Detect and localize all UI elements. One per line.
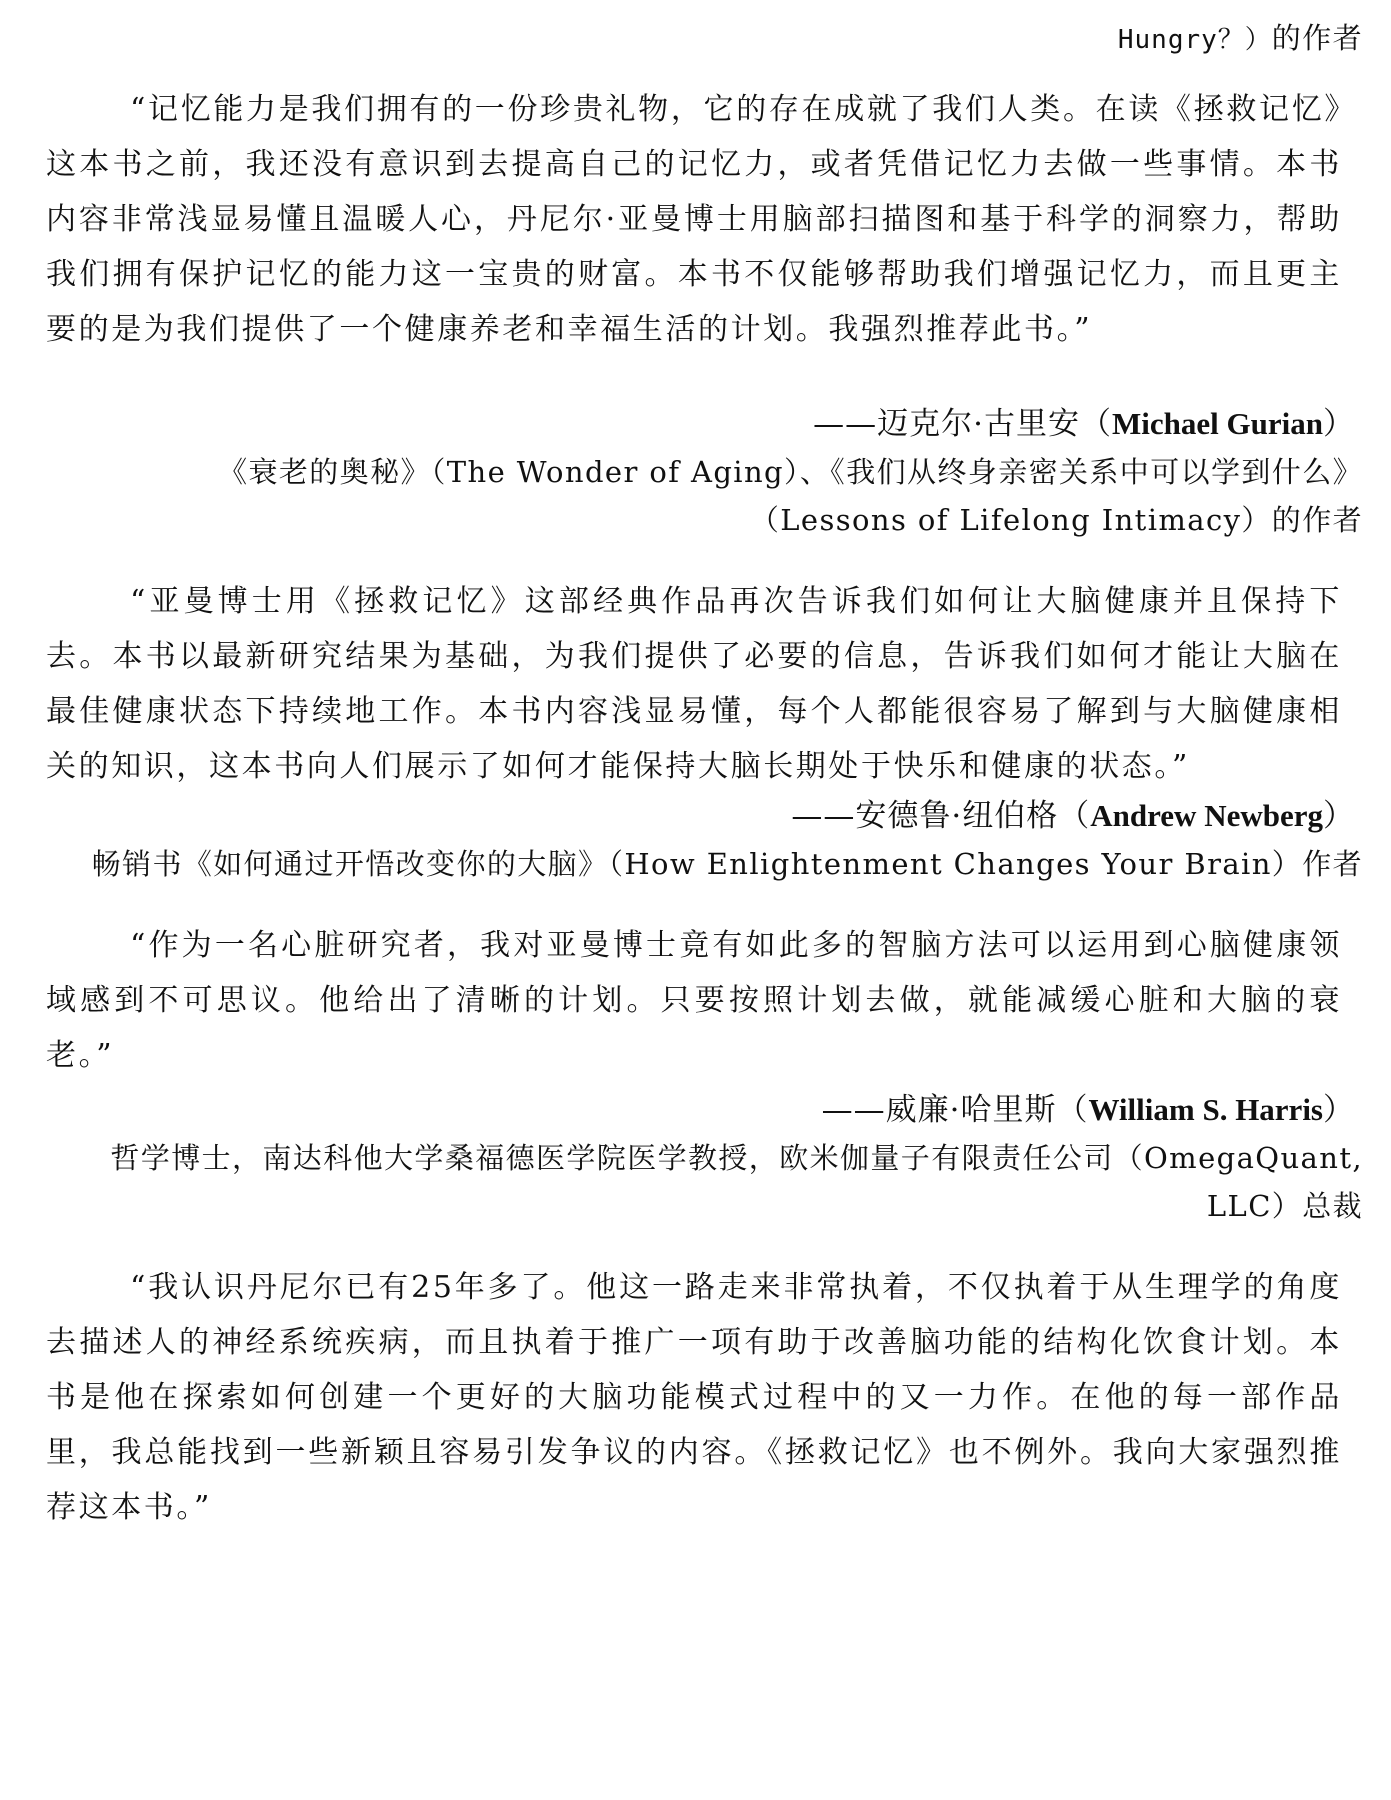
- attribution-close: ）: [1323, 1092, 1355, 1128]
- attribution-close: ）: [1323, 798, 1355, 834]
- attribution-close: ）: [1323, 406, 1355, 442]
- credential-line-continued: [1118, 18, 1363, 60]
- attribution-name-en: Andrew Newberg: [1090, 798, 1323, 833]
- credential-1-line-2: （Lessons of Lifelong Intimacy）的作者: [749, 503, 1363, 537]
- attribution-2: [791, 796, 1355, 836]
- endorsement-quote-1: “记忆能力是我们拥有的一份珍贵礼物，它的存在成就了我们人类。在读《拯救记忆》这本书之前，我还没有意识到去提高自己的记忆力，或者凭借记忆力去做一些事情。本书内容非常浅显易懂且温暖人心，丹尼尔·亚曼博士用脑部扫描图和基于科学的洞察力，帮助我们拥有保护记忆的能力这一宝贵的财富。本书不仅能够帮助我们增强记忆力，而且更主要的是为我们提供了一个健康养老和幸福生活的计划。我强烈推荐此书。”: [46, 92, 1342, 347]
- attribution-name-en: Michael Gurian: [1112, 406, 1323, 441]
- attribution-name-zh: ——迈克尔·古里安（: [813, 406, 1113, 442]
- attribution-1: [813, 404, 1355, 444]
- attribution-name-zh: ——威廉·哈里斯（: [821, 1092, 1089, 1128]
- attribution-name-zh: ——安德鲁·纽伯格（: [791, 798, 1091, 834]
- endorsement-quote-3: “作为一名心脏研究者，我对亚曼博士竟有如此多的智脑方法可以运用到心脑健康领域感到不可思议。他给出了清晰的计划。只要按照计划去做，就能减缓心脏和大脑的衰老。”: [46, 928, 1342, 1073]
- attribution-name-en: William S. Harris: [1088, 1092, 1323, 1127]
- endorsement-quote-2: “亚曼博士用《拯救记忆》这部经典作品再次告诉我们如何让大脑健康并且保持下去。本书以最新研究结果为基础，为我们提供了必要的信息，告诉我们如何才能让大脑在最佳健康状态下持续地工作。本书内容浅显易懂，每个人都能很容易了解到与大脑健康相关的知识，这本书向人们展示了如何才能保持大脑长期处于快乐和健康的状态。”: [46, 584, 1342, 784]
- credential-3-line-1: 哲学博士，南达科他大学桑福德医学院医学教授，欧米伽量子有限责任公司（OmegaQuant,: [110, 1141, 1363, 1175]
- credential-2-line-1: 畅销书《如何通过开悟改变你的大脑》（How Enlightenment Changes Your Brain）作者: [91, 847, 1363, 881]
- credential-3-line-2: LLC）总裁: [1206, 1189, 1363, 1223]
- attribution-3: [822, 1090, 1355, 1130]
- endorsement-quote-4: “我认识丹尼尔已有25年多了。他这一路走来非常执着，不仅执着于从生理学的角度去描述人的神经系统疾病，而且执着于推广一项有助于改善脑功能的结构化饮食计划。本书是他在探索如何创建一个更好的大脑功能模式过程中的又一力作。在他的每一部作品里，我总能找到一些新颖且容易引发争议的内容。《拯救记忆》也不例外。我向大家强烈推荐这本书。”: [46, 1270, 1342, 1525]
- credential-english-title: Hungry？）: [1117, 25, 1272, 55]
- credential-suffix: 的作者: [1271, 21, 1363, 55]
- credential-1-line-1: 《衰老的奥秘》（The Wonder of Aging）、《我们从终身亲密关系中可以学到什么》: [218, 455, 1363, 489]
